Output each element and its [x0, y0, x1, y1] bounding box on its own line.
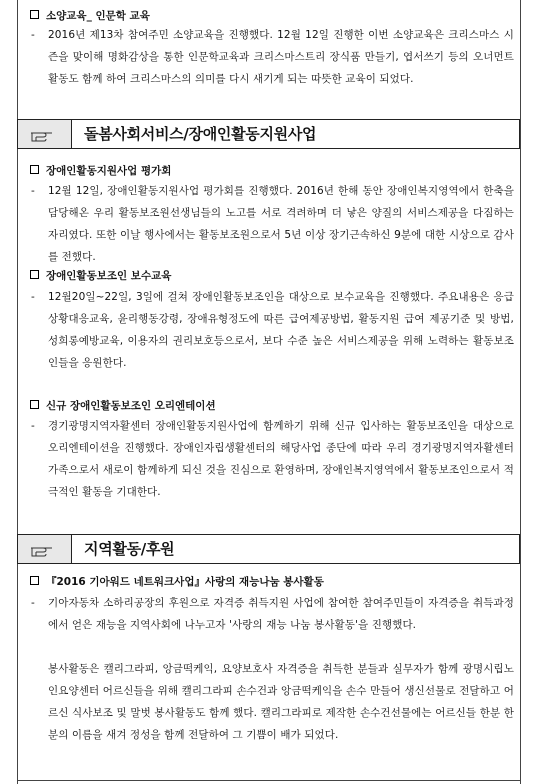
paragraph-text: 봉사활동은 캘리그라피, 앙금떡케익, 요양보호사 자격증을 취득한 분들과 실무자가 함께 광명시립노인요양센터 어르신들을 위해 캘리그라피 손수건과 앙금떡케익을 손수 만들어 생신선물로 전달하고 어르신 식사보조 및 말벗 봉사활동도 함께 했다. 캘리그라피로 제작한 손수건선물에는 어르신들 한분 한분의 이름을 새겨 정성을 함께 전달하여 그 기쁨이 배가 되었다.: [48, 663, 514, 741]
checkbox-bullet-icon: [30, 576, 39, 585]
bullet-heading-evaluation: [30, 163, 171, 179]
heading-text: 장애인활동보조인 보수교육: [46, 270, 172, 282]
paragraph-text: 2016년 제13차 참여주민 소양교육을 진행했다. 12월 12일 진행한 이번 소양교육은 크리스마스 시즌을 맞이해 명화감상을 통한 인문학교육과 크리스마스트리 장식품 만들기, 엽서쓰기 등의 오너먼트 활동도 함께 하여 크리스마스의 의미를 다시 새기게 되는 따뜻한 교육이 되었다.: [48, 29, 514, 85]
paragraph-text: 12월20일~22일, 3일에 걸쳐 장애인활동보조인을 대상으로 보수교육을 진행했다. 주요내용은 응급상황대응교육, 윤리행동강령, 장애유형정도에 따른 급여제공방법, 활동지원 급여 제공기준 및 방법, 성희롱예방교육, 이용자의 권리보호등으로서, 보다 수준 높은 서비스제공을 위해 노력하는 활동보조인들을 응원한다.: [48, 291, 514, 369]
paragraph-orientation: [31, 415, 514, 503]
dash-marker: -: [31, 420, 35, 432]
page-border-right: [520, 0, 521, 784]
banner-icon-band: [17, 534, 71, 564]
bullet-heading-education: [30, 8, 150, 24]
paragraph-evaluation: [31, 180, 514, 268]
paragraph-volunteer: [31, 592, 514, 636]
banner-icon-band: [17, 119, 71, 149]
checkbox-bullet-icon: [30, 400, 39, 409]
checkbox-bullet-icon: [30, 165, 39, 174]
banner-title: 지역활동/후원: [71, 534, 520, 564]
page-border-left: [17, 0, 18, 784]
dash-marker: -: [31, 29, 35, 41]
heading-text: 신규 장애인활동보조인 오리엔테이션: [46, 400, 216, 412]
heading-text: 『2016 기아워드 네트워크사업』사랑의 재능나눔 봉사활동: [46, 576, 324, 588]
section-banner-community: [17, 534, 520, 564]
paragraph-volunteer-detail: [48, 658, 514, 746]
heading-text: 장애인활동지원사업 평가회: [46, 165, 172, 177]
section-banner-care-services: [17, 119, 520, 149]
bullet-heading-orientation: [30, 398, 216, 414]
paragraph-education: [31, 24, 514, 90]
paragraph-text: 경기광명지역자활센터 장애인활동지원사업에 함께하기 위해 신규 입사하는 활동보조인을 대상으로 오리엔테이션을 진행했다. 장애인자립생활센터의 해당사업 종단에 따라 우리 경기광명지역자활센터 가족으로서 새로이 함께하게 되신 것을 진심으로 환영하며, 장애인복지영역에서 활동보조인으로서 적극적인 활동을 기대한다.: [48, 420, 514, 498]
checkbox-bullet-icon: [30, 10, 39, 19]
pointing-hand-icon: [30, 128, 54, 142]
paragraph-text: 12월 12일, 장애인활동지원사업 평가회를 진행했다. 2016년 한해 동안 장애인복지영역에서 한축을 담당해온 우리 활동보조원선생님들의 노고를 서로 격려하며 더 낳은 양질의 서비스제공을 다짐하는 자리였다. 또한 이날 행사에서는 활동보조원으로서 5년 이상 장기근속하신 9분에 대한 시상으로 감사를 전했다.: [48, 185, 514, 263]
bullet-heading-training: [30, 268, 171, 284]
paragraph-text: 기아자동차 소하리공장의 후원으로 자격증 취득지원 사업에 참여한 참여주민들이 자격증을 취득과정에서 얻은 재능을 지역사회에 나누고자 '사랑의 재능 나눔 봉사활동'을 진행했다.: [48, 597, 514, 631]
pointing-hand-icon: [30, 543, 54, 557]
heading-text: 소양교육_ 인문학 교육: [46, 10, 150, 22]
dash-marker: -: [31, 291, 35, 303]
dash-marker: -: [31, 185, 35, 197]
checkbox-bullet-icon: [30, 270, 39, 279]
dash-marker: -: [31, 597, 35, 609]
banner-title: 돌봄사회서비스/장애인활동지원사업: [71, 119, 520, 149]
paragraph-training: [31, 286, 514, 374]
page-border-bottom: [17, 780, 521, 781]
bullet-heading-volunteer: [30, 574, 324, 590]
